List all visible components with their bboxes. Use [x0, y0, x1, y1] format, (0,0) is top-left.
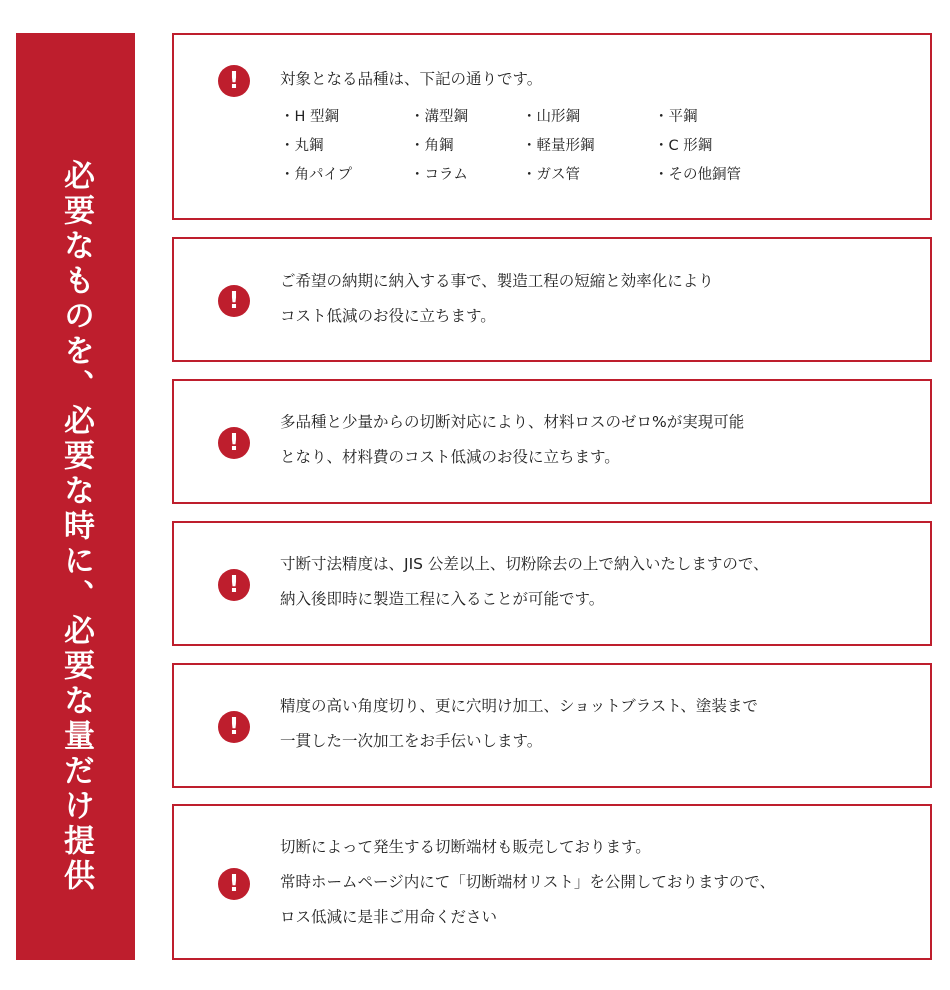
list-item: ・C 形鋼 — [654, 138, 713, 154]
exclamation-icon: ! — [218, 65, 250, 97]
card-line: 対象となる品種は、下記の通りです。 — [280, 70, 543, 88]
card-body — [280, 547, 900, 617]
card-body — [280, 689, 900, 759]
exclamation-icon: ! — [218, 285, 250, 317]
card-line: 切断によって発生する切断端材も販売しております。 — [280, 838, 651, 856]
card-product-types — [172, 33, 932, 220]
list-item: ・山形鋼 — [522, 109, 580, 125]
card-body — [280, 264, 900, 334]
card-intro — [280, 62, 900, 97]
card-line: 一貫した一次加工をお手伝いします。 — [280, 732, 543, 750]
list-item: ・平鋼 — [654, 109, 698, 125]
headline-text: 必要なものを、必要な時に、必要な量だけ提供 — [58, 159, 94, 894]
list-item: ・角鋼 — [410, 138, 454, 154]
list-item: ・溝型鋼 — [410, 109, 468, 125]
headline-banner — [16, 33, 135, 960]
card-line: 常時ホームページ内にて「切断端材リスト」を公開しておりますので、 — [280, 873, 776, 891]
card-line: 寸断寸法精度は、JIS 公差以上、切粉除去の上で納入いたしますので、 — [280, 555, 769, 573]
exclamation-icon: ! — [218, 569, 250, 601]
card-body — [280, 830, 900, 935]
card-line: 精度の高い角度切り、更に穴明け加工、ショットブラスト、塗装まで — [280, 697, 758, 715]
card-offcuts — [172, 804, 932, 960]
list-item: ・ガス管 — [522, 167, 580, 183]
exclamation-icon: ! — [218, 427, 250, 459]
card-line: となり、材料費のコスト低減のお役に立ちます。 — [280, 448, 620, 466]
list-item: ・コラム — [410, 167, 468, 183]
list-item: ・丸鋼 — [280, 138, 324, 154]
list-item: ・その他銅管 — [654, 167, 741, 183]
card-precision — [172, 521, 932, 646]
list-item: ・軽量形鋼 — [522, 138, 595, 154]
card-line: コスト低減のお役に立ちます。 — [280, 307, 496, 325]
card-line: ご希望の納期に納入する事で、製造工程の短縮と効率化により — [280, 272, 714, 290]
exclamation-icon: ! — [218, 868, 250, 900]
card-material-loss — [172, 379, 932, 504]
list-item: ・H 型鋼 — [280, 109, 340, 125]
card-line: 多品種と少量からの切断対応により、材料ロスのゼロ%が実現可能 — [280, 413, 745, 431]
list-item: ・角パイプ — [280, 167, 353, 183]
card-line: ロス低減に是非ご用命ください — [280, 908, 498, 926]
card-line: 納入後即時に製造工程に入ることが可能です。 — [280, 590, 605, 608]
card-body — [280, 405, 900, 475]
exclamation-icon: ! — [218, 711, 250, 743]
card-processing — [172, 663, 932, 788]
card-delivery — [172, 237, 932, 362]
product-type-list — [280, 105, 784, 192]
